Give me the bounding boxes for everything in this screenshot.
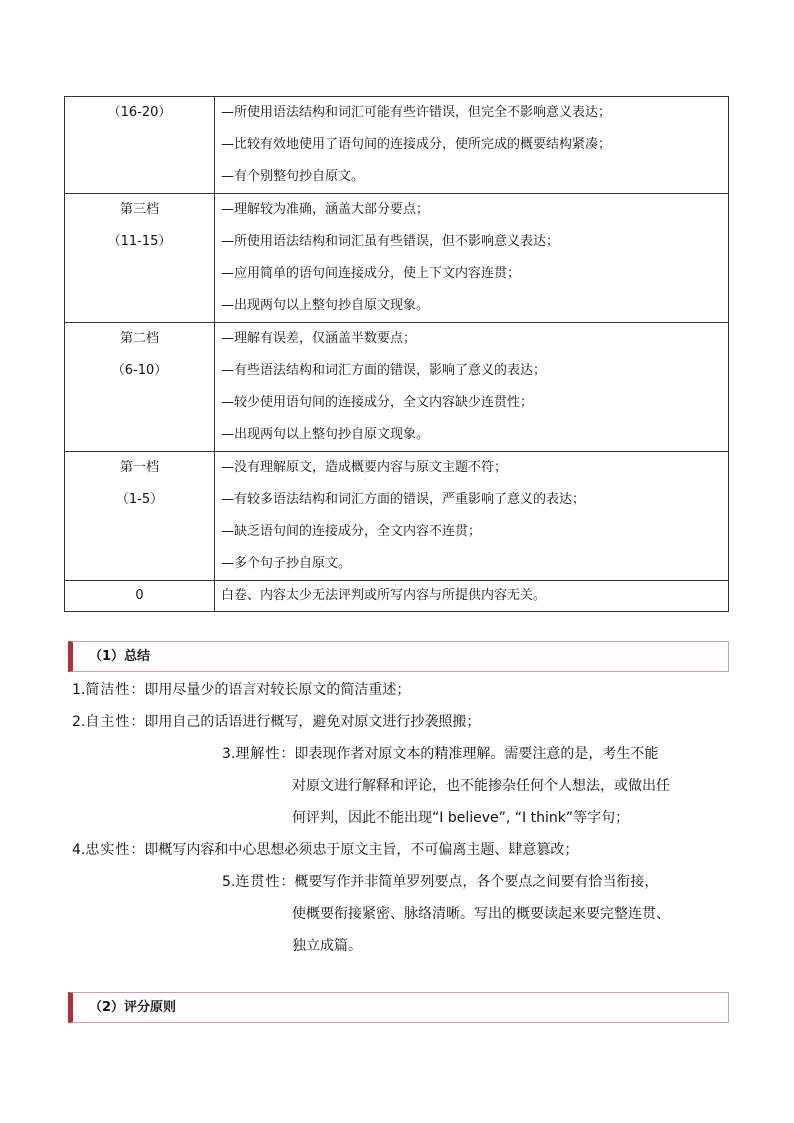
- section-header-summary: [68, 641, 729, 672]
- item-text-continued: 使概要衔接紧密、脉络清晰。写出的概要读起来要完整连贯、: [292, 906, 670, 922]
- band-score: （11-15）: [107, 234, 172, 249]
- band-cell: [65, 581, 215, 612]
- rubric-row-band3: [65, 194, 729, 323]
- criteria-cell: [215, 323, 729, 452]
- band-score: （6-10）: [111, 363, 168, 378]
- criterion: —出现两句以上整句抄自原文现象。: [221, 298, 430, 313]
- item-text-continued: 独立成篇。: [292, 938, 362, 954]
- item-term: 连贯性: [235, 874, 281, 890]
- band-score: （16-20）: [107, 105, 172, 120]
- item-separator: ：: [280, 874, 295, 890]
- criteria-cell: [215, 194, 729, 323]
- item-term: 忠实性: [85, 842, 131, 858]
- criterion: —理解较为准确，涵盖大部分要点；: [221, 202, 430, 217]
- criterion: —有个别整句抄自原文。: [221, 169, 365, 184]
- item-separator: ：: [130, 682, 145, 698]
- criterion: —出现两句以上整句抄自原文现象。: [221, 427, 430, 442]
- list-item: [72, 833, 578, 867]
- criterion: —没有理解原文，造成概要内容与原文主题不符；: [221, 460, 508, 475]
- criterion: 白卷、内容太少无法评判或所写内容与所提供内容无关。: [221, 588, 547, 603]
- criterion: —理解有误差，仅涵盖半数要点；: [221, 331, 417, 346]
- criterion: —所使用语法结构和词汇虽有些错误，但不影响意义表达；: [221, 234, 560, 249]
- scoring-rubric-table: [64, 96, 729, 612]
- item-text: 即用自己的话语进行概写，避免对原文进行抄袭照搬；: [144, 714, 481, 730]
- list-item: [222, 865, 658, 899]
- criteria-cell: [215, 581, 729, 612]
- criterion: —有较多语法结构和词汇方面的错误，严重影响了意义的表达；: [221, 492, 586, 507]
- rubric-row-band1: [65, 452, 729, 581]
- criterion: —应用简单的语句间连接成分，使上下文内容连贯；: [221, 266, 521, 281]
- section-title: （1）总结: [89, 649, 151, 664]
- item-term: 自主性: [85, 714, 131, 730]
- item-number: 4.: [72, 842, 86, 858]
- criteria-cell: [215, 97, 729, 194]
- item-separator: ：: [130, 714, 145, 730]
- criterion: —多个句子抄自原文。: [221, 556, 352, 571]
- item-text-continued: 对原文进行解释和评论，也不能掺杂任何个人想法，或做出任: [292, 778, 670, 794]
- item-term: 简洁性: [85, 682, 131, 698]
- band-label: 第一档: [119, 460, 159, 475]
- item-separator: ：: [280, 746, 295, 762]
- criteria-cell: [215, 452, 729, 581]
- item-text: 即表现作者对原文本的精准理解。需要注意的是，考生不能: [294, 746, 659, 762]
- item-number: 1.: [72, 682, 86, 698]
- rubric-row-band2: [65, 323, 729, 452]
- item-number: 3.: [222, 746, 236, 762]
- band-score: （1-5）: [115, 492, 164, 507]
- rubric-row-band4: [65, 97, 729, 194]
- item-text-continued: 何评判，因此不能出现“I believe”, “I think”等字句；: [292, 810, 630, 826]
- section-header-scoring-principles: [68, 992, 729, 1023]
- item-text: 即用尽量少的语言对较长原文的简洁重述；: [144, 682, 411, 698]
- band-cell: [65, 323, 215, 452]
- list-item: [222, 737, 658, 771]
- item-separator: ：: [130, 842, 145, 858]
- item-text: 概要写作并非简单罗列要点，各个要点之间要有恰当衔接，: [294, 874, 659, 890]
- item-number: 2.: [72, 714, 86, 730]
- item-text: 即概写内容和中心思想必须忠于原文主旨，不可偏离主题、肆意篡改；: [144, 842, 579, 858]
- criterion: —比较有效地使用了语句间的连接成分，使所完成的概要结构紧凑；: [221, 137, 612, 152]
- band-label: 第三档: [119, 202, 159, 217]
- criterion: —所使用语法结构和词汇可能有些许错误，但完全不影响意义表达；: [221, 105, 612, 120]
- band-label: 第二档: [119, 331, 159, 346]
- list-item: [72, 673, 410, 707]
- criterion: —较少使用语句间的连接成分，全文内容缺少连贯性；: [221, 395, 534, 410]
- item-number: 5.: [222, 874, 236, 890]
- band-score: 0: [135, 588, 144, 603]
- item-term: 理解性: [235, 746, 281, 762]
- band-cell: [65, 194, 215, 323]
- rubric-row-band0: [65, 581, 729, 612]
- band-cell: [65, 97, 215, 194]
- criterion: —缺乏语句间的连接成分，全文内容不连贯；: [221, 524, 482, 539]
- band-cell: [65, 452, 215, 581]
- section-title: （2）评分原则: [89, 1000, 177, 1015]
- list-item: [72, 705, 480, 739]
- criterion: —有些语法结构和词汇方面的错误，影响了意义的表达；: [221, 363, 547, 378]
